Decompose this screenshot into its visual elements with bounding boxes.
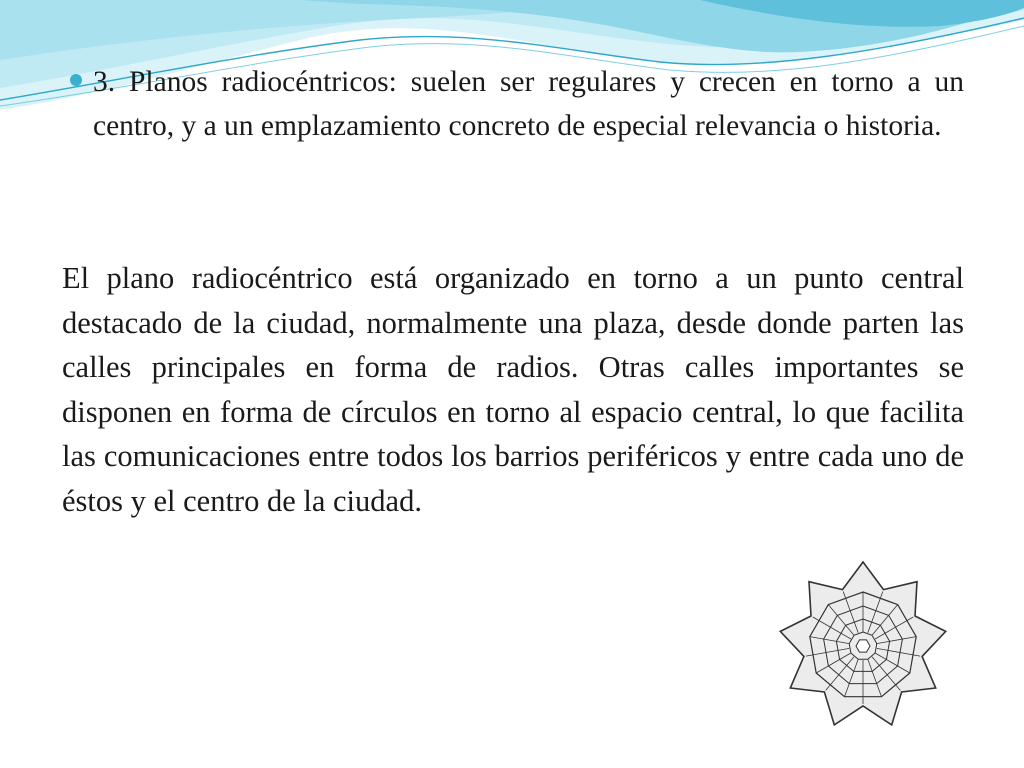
bullet-text: 3. Planos radiocéntricos: suelen ser regulares y crecen en torno a un centro, y a un emplazamiento concreto de especial relevancia o historia.	[93, 66, 964, 142]
bullet-dot-icon	[70, 74, 82, 86]
bullet-item	[70, 60, 964, 148]
body-paragraph: El plano radiocéntrico está organizado en torno a un punto central destacado de la ciudad, normalmente una plaza, desde donde parten las calles principales en forma de radios. Otras calles importantes se disponen en forma de círculos en torno al espacio central, lo que facilita las comunicaciones entre todos los barrios periféricos y entre cada uno de éstos y el centro de la ciudad.	[62, 261, 964, 518]
radiocentric-city-plan-image	[770, 560, 956, 732]
